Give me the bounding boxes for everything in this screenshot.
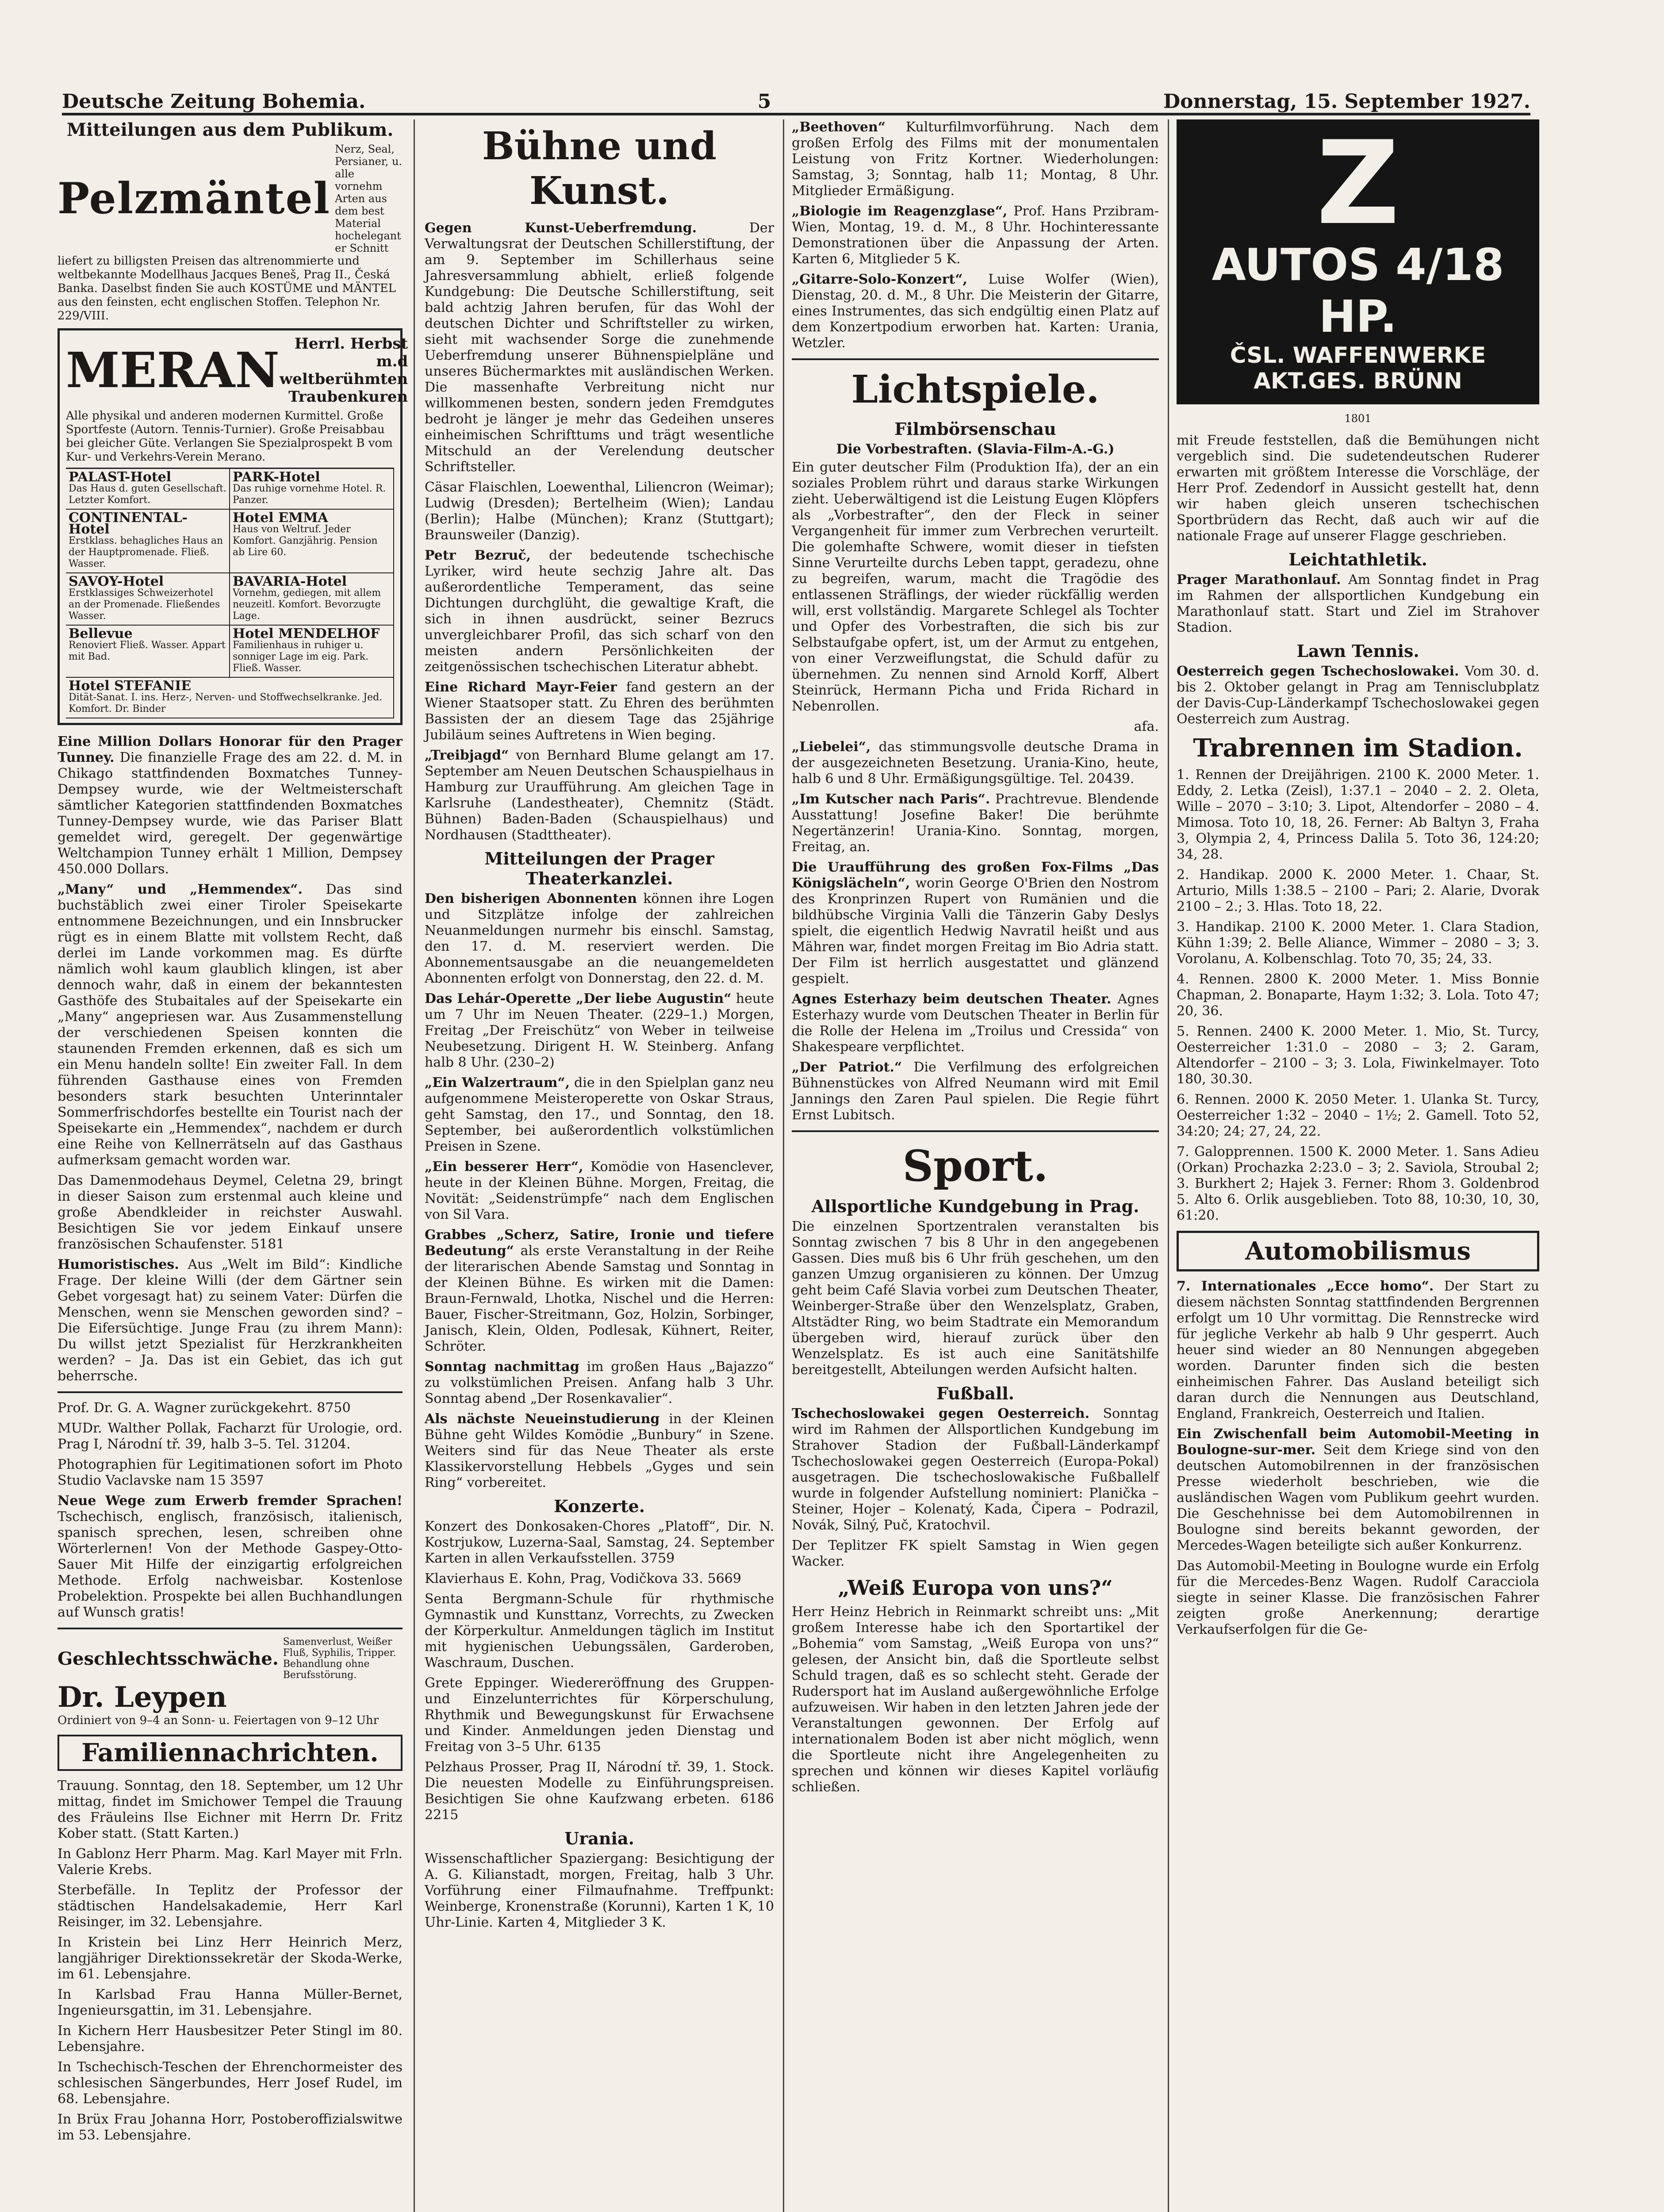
article-paragraph: „Treibjagd“ von Bernhard Blume gelangt am 17. September am Neuen Deutschen Schauspielhaus in Hamburg zur Uraufführung. Am gleichen Tage in Karlsruhe (Landestheater), Chemnitz (Städt. Bühnen) Baden-Baden (Schauspielhaus) und Nordhausen (Stadttheater).	[425, 748, 774, 843]
article-signature: afa.	[1134, 719, 1159, 734]
article-paragraph: Den bisherigen Abonnenten können ihre Logen und Sitzplätze infolge der zahlreichen Neuanmeldungen nurmehr bis einschl. Samstag, den 17. d. M. reserviert werden. Die Abonnementsausgabe an die neuangemeldeten Abonnenten erfolgt von Donnerstag, den 22. d. M.	[425, 891, 774, 986]
subheading: Konzerte.	[554, 1496, 645, 1516]
subheading: Leichtathletik.	[1288, 549, 1427, 569]
article-paragraph: „Biologie im Reagenzglase“, Prof. Hans Przibram-Wien, Montag, 19. d. M., 8 Uhr. Hochinteressante Demonstrationen über die Anpassung der Arten. Karten 6, Mitglieder 5 K.	[792, 204, 1159, 267]
section-title-automobilismus: Automobilismus	[1177, 1231, 1539, 1271]
article-paragraph: Grabbes „Scherz, Satire, Ironie und tiefere Bedeutung“ als erste Veranstaltung in der Reihe der literarischen Abende Samstag und Sonntag in der Kleinen Bühne. Es wirken mit die Damen: Braun-Fernwald, Lhotka, Nischel und die Herren: Bauer, Fischer-Streitmann, Goz, Holzin, Sorbinger, Janisch, Klein, Olden, Podlesak, Kühnert, Reiter, Schröter.	[425, 1227, 774, 1354]
article-paragraph: „Ein Walzertraum“, die in den Spielplan ganz neu aufgenommene Meisteroperette von Oskar Straus, geht Samstag, den 17., und Sonntag, den 18. September, bei außerordentlich volkstümlichen Preisen in Szene.	[425, 1075, 774, 1154]
article-paragraph: „Many“ und „Hemmendex“. Das sind buchstäblich zwei einer Tiroler Speisekarte entnommene Bezeichnungen, und ein Innsbrucker rügt es in einem Blatte mit vollstem Recht, daß derlei im Lande vorkommen mag. Es dürfte nämlich wohl kaum glaublich klingen, ist aber dennoch wahr, daß in einem der bekanntesten Gasthöfe des Stubaitales auf der Speisekarte ein „Many“ angepriesen war. Aus Zusammenstellung der verschiedenen Speisen konnten die staunenden Fremden erkennen, daß es sich um ein Menu handeln sollte! Ein zweiter Fall. In dem führenden Gasthause eines von Fremden besonders stark besuchten Unterinntaler Sommerfrischdorfes bestellte ein Tourist nach der Speisekarte ein „Hemmendex“, nachdem er durch eine Reihe von Kellnerrätseln auf das Gasthaus aufmerksam gemacht worden war.	[58, 882, 403, 1168]
leypen-advert	[58, 1636, 403, 1728]
column-rule	[414, 119, 415, 2212]
article-paragraph: Humoristisches. Aus „Welt im Bild“: Kindliche Frage. Der kleine Willi (der dem Gärtner sein Gebet vorgesagt hat) zu seinem Vater: Dürfen die Menschen, wenn sie Menschen geworden sind? – Die Eifersüchtige. Junge Frau (zu ihrem Mann): Du willst jetzt Spezialist für Herzkrankheiten werden? – Ja. Das ist ein Gebiet, das ich gut beherrsche.	[58, 1257, 403, 1384]
subheading: Mitteilungen der Prager Theaterkanzlei.	[484, 849, 714, 888]
pelz-advert	[58, 143, 403, 323]
advert-number: 1801	[1344, 412, 1372, 425]
article-paragraph: mit Freude feststellen, daß die Bemühungen nicht vergeblich sind. Die sudetendeutschen Ruderer erwarten mit größtem Interesse die Vorschläge, der Herr Prof. Zedendorf in Aussicht gestellt hat, denn wir haben gleich unseren tschechischen Sportbrüdern das Recht, daß auch wir auf die nationale Frage auf unserer Flagge geschrieben.	[1177, 433, 1539, 544]
article-paragraph: „Ein besserer Herr“, Komödie von Hasenclever, heute in der Kleinen Bühne. Morgen, Freitag, die Novität: „Seidenstrümpfe“ nach dem Englischen von Sil Vara.	[425, 1159, 774, 1222]
subheading: Allsportliche Kundgebung in Prag.	[811, 1196, 1139, 1216]
concert-item: Senta Bergmann-Schule für rhythmische Gymnastik und Kunsttanz, Vorrechts, zu Zwecken der Körperkultur. Anmeldungen täglich im Institut mit hygienischen Uebungssälen, Garderoben, Waschraum, Duschen.	[425, 1591, 774, 1671]
notice: Neue Wege zum Erwerb fremder Sprachen! Tschechisch, englisch, französisch, italienisch, spanisch sprechen, lesen, schreiben ohne Wörterlernen! Von der Methode Gaspey-Otto-Sauer Mit Hilfe der einzigartig erfolgreichen Methode. Erfolg nachweisbar. Kostenlose Probelektion. Prospekte bei allen Buchhandlungen auf Wunsch gratis!	[58, 1493, 403, 1620]
concert-item: Klavierhaus E. Kohn, Prag, Vodičkova 33. 5669	[425, 1571, 741, 1586]
leypen-head: Geschlechtsschwäche.	[58, 1648, 279, 1669]
article-paragraph: Die einzelnen Sportzentralen veranstalten bis Sonntag zwischen 7 bis 8 Uhr in den angegebenen Gassen. Dies muß bis 6 Uhr früh geschehen, um den ganzen Umzug organisieren zu können. Der Umzug geht beim Café Slavia vorbei zum Deutschen Theater, Weinberger-Straße über den Wenzelsplatz, Graben, Altstädter Ring, wo beim Stadtrate ein Memorandum übergeben wird, hierauf zurück über den Wenzelsplatz. Es ist auch eine Sanitätshilfe bereitgestellt, Abteilungen werden Aufsicht halten.	[792, 1219, 1159, 1378]
article-paragraph: Eine Million Dollars Honorar für den Prager Tunney. Die finanzielle Frage des am 22. d. M. in Chikago stattfindenden Boxmatches Tunney-Dempsey wurde, wie der Weltmeisterschaft sämtlicher Kategorien stattfindenden Boxmatches Tunney-Dempsey wurde, wie das Pariser Blatt gemeldet wird, geregelt. Der gegenwärtige Weltchampion Tunney erhält 1 Million, Dempsey 450.000 Dollars.	[58, 734, 403, 877]
race-result: 5. Rennen. 2400 K. 2000 Meter. 1. Mio, St. Turcy, Oesterreicher 1:31.0 – 2080 – 3; 2. Garam, Altendorfer – 2100 – 3; 3. Lola, Fiwinkelmayer. Toto 180, 30.30.	[1177, 1024, 1539, 1087]
autos-logo: Z	[1316, 117, 1400, 250]
article-paragraph: Das Lehár-Operette „Der liebe Augustin“ heute um 7 Uhr im Neuen Theater. (229–1.) Morgen, Freitag „Der Freischütz“ von Weber in teilweise Neubesetzung. Dirigent H. W. Steinberg. Anfang halb 8 Uhr. (230–2)	[425, 991, 774, 1070]
page-header	[62, 77, 1530, 115]
section-title-sport: Sport.	[902, 1141, 1048, 1191]
hotel-item: Hotel STEFANIE Dität-Sanat. I. ins. Herz-, Nerven- und Stoffwechselkranke. Jed. Komfort. Dr. Binder	[66, 678, 394, 718]
article-paragraph: Agnes Esterhazy beim deutschen Theater. Agnes Esterhazy wurde vom Deutschen Theater in Berlin für die Rolle der Helena im „Troilus und Cressida“ von Shakespeare verpflichtet.	[792, 991, 1159, 1055]
leypen-side: Samenverlust, Weißer Fluß, Syphilis, Tripper. Behandlung ohne Berufsstörung.	[283, 1636, 396, 1681]
leypen-body: Ordiniert von 9–4 an Sonn- u. Feiertagen von 9–12 Uhr	[58, 1714, 379, 1727]
hotel-item: PARK-Hotel Das ruhige vornehme Hotel. R. Panzer.	[230, 469, 394, 510]
family-item: Sterbefälle. In Teplitz der Professor der städtischen Handelsakademie, Herr Karl Reisinger, im 32. Lebensjahre.	[58, 1882, 403, 1930]
race-result: 1. Rennen der Dreijährigen. 2100 K. 2000 Meter. 1. Eddy, 2. Letka (Zeisl), 1:37.1 – 2040 – 2. 2. Oleta, Wille – 2070 – 3:10; 3. Lipot, Altendorfer – 2080 – 4. Mimosa. Toto 10, 18, 26. Ferner: Ab Baltyn 3, Fraha 3, Olympia 2, 4, Princess Dalila 5. Toto 36, 124:20; 34, 28.	[1177, 767, 1539, 862]
article-paragraph: Gegen Kunst-Ueberfremdung. Der Verwaltungsrat der Deutschen Schillerstiftung, der am 9. September im Schillerhaus seine Jahresversammlung abhielt, erließ folgende Kundgebung: Die Deutsche Schillerstiftung, seit bald achtzig Jahren berufen, für das Wohl der deutschen Dichter und Schriftsteller zu wirken, sieht mit wachsender Sorge die zunehmende Ueberfremdung unserer Bühnenspielpläne und unseres Büchermarktes mit ausländischen Werken. Die massenhafte Verbreitung nicht nur willkommenen besten, sondern jeden Fremdgutes bedroht je länger je mehr das Gedeihen unseres einheimischen Schrifttums und trägt wesentliche Mitschuld an der Verelendung deutscher Schriftsteller.	[425, 220, 774, 475]
section-title-lichtspiele: Lichtspiele.	[851, 367, 1100, 412]
article-paragraph: Das Damenmodehaus Deymel, Celetna 29, bringt in dieser Saison zum erstenmal auch kleine und große Abendkleider in reichster Auswahl. Besichtigen Sie vor jedem Einkauf unsere französischen Schaufenster. 5181	[58, 1173, 403, 1252]
article-paragraph: „Der Patriot.“ Die Verfilmung des erfolgreichen Bühnenstückes von Alfred Neumann wird mit Emil Jannings den Zaren Paul spielen. Die Regie führt Ernst Lubitsch.	[792, 1060, 1159, 1123]
autos-tagline: AUTOS 4/18 HP.	[1212, 239, 1504, 342]
article-paragraph: 7. Internationales „Ecce homo“. Der Start zu diesem nächsten Sonntag stattfindenden Bergrennen erfolgt um 10 Uhr vormittag. Die Rennstrecke wird für jegliche Verkehr ab halb 9 Uhr gesperrt. Auch heuer sind wieder an 80 Nennungen abgegeben worden. Darunter finden sich die besten einheimischen Fahrer. Das Ausland beteiligt sich daran durch die Nennungen aus Deutschland, England, Frankreich, Oesterreich und Italien.	[1177, 1279, 1539, 1421]
hotel-item: Hotel MENDELHOF Familienhaus in ruhiger u. sonniger Lage im eig. Park. Fließ. Wasser.	[230, 626, 394, 678]
hotel-item: PALAST-Hotel Das Haus d. guten Gesellschaft. Letzter Komfort.	[66, 469, 230, 510]
article-paragraph: Oesterreich gegen Tschechoslowakei. Vom 30. d. bis 2. Oktober gelangt in Prag am Tennisclubplatz der Davis-Cup-Länderkampf Tschechoslowakei gegen Oesterreich zum Austrag.	[1177, 664, 1539, 727]
article-paragraph: Die Uraufführung des großen Fox-Films „Das Königslächeln“, worin George O'Brien den Nostrom des Kronprinzen Rupert von Rumänien und die bildhübsche Virginia Valli die Tänzerin Gaby Deslys spielt, die eigentlich Hedwig Navratil heißt und aus Mähren war, findet morgen Freitag im Bio Adria statt. Der Film ist herrlich ausgestattet und glänzend gespielt.	[792, 860, 1159, 987]
leypen-name: Dr. Leypen	[58, 1681, 227, 1714]
race-result: 7. Galopprennen. 1500 K. 2000 Meter. 1. Sans Adieu (Orkan) Prochazka 2:23.0 – 3; 2. Saviola, Stroubal 2; 3. Burkhert 2; Hajek 3. Ferner: Rhom 3. Goldenbrod 5. Alto 6. Orlik ausgeblieben. Toto 88, 10:30, 10, 30, 61:20.	[1177, 1144, 1539, 1223]
subheading: Fußball.	[936, 1383, 1015, 1403]
column-rule	[783, 119, 784, 2212]
pelz-side: Nerz, Seal, Persianer, u. alle vornehm Arten aus dem best Material hochelegant er Schnitt	[335, 143, 403, 254]
article-paragraph: Eine Richard Mayr-Feier fand gestern an der Wiener Staatsoper statt. Zu Ehren des berühmten Bassisten der an diesem Tage das 25jährige Jubiläum seines Auftretens in Wien beging.	[425, 680, 774, 743]
race-result: 6. Rennen. 2000 K. 2050 Meter. 1. Ulanka St. Turcy, Oesterreicher 1:32 – 2040 – 1½; 2. Gamell. Toto 52, 34:20; 24; 27, 24, 22.	[1177, 1092, 1539, 1139]
race-result: 3. Handikap. 2100 K. 2000 Meter. 1. Clara Stadion, Kühn 1:39; 2. Belle Aliance, Wimmer – 2080 – 3; 3. Vorolanu, A. Kolbenschlag. Toto 70, 35; 24, 33.	[1177, 919, 1539, 967]
article-paragraph: Herr Heinz Hebrich in Reinmarkt schreibt uns: „Mit großem Interesse habe ich den Sportartikel der „Bohemia“ vom Samstag, „Weiß Europa von uns?“ gelesen, der Ansicht bin, daß die Sportleute selbst Schuld tragen, daß es so schlecht steht. Gerade der Rudersport hat im Ausland außergewöhnliche Erfolge aufzuweisen. Wir haben in den letzten Jahren jede der Veranstaltungen gewonnen. Der Erfolg auf internationalem Boden ist aber nicht möglich, wenn die Sportleute nicht ihre Angelegenheiten zu sprechen und können wir dieses Kapitel vorläufig schließen.	[792, 1604, 1159, 1795]
subheading: Urania.	[564, 1828, 634, 1848]
autos-advert	[1177, 119, 1539, 404]
article-paragraph: Als nächste Neueinstudierung in der Kleinen Bühne geht Wildes Komödie „Bunbury“ in Szene. Weiters sind für das Neue Theater als erste Klassikervorstellung Hebbels „Gyges und sein Ring“ vorbereitet.	[425, 1411, 774, 1490]
article-paragraph: „Im Kutscher nach Paris“. Prachtrevue. Blendende Ausstattung! Josefine Baker! Die berühmte Negertänzerin! Urania-Kino. Sonntag, morgen, Freitag, an.	[792, 791, 1159, 855]
divider	[58, 1391, 403, 1393]
article-paragraph: Sonntag nachmittag im großen Haus „Bajazzo“ zu volkstümlichen Preisen. Anfang halb 3 Uhr. Sonntag abend „Der Rosenkavalier“.	[425, 1359, 774, 1406]
family-news-title: Familiennachrichten.	[58, 1735, 403, 1771]
subheading: Filmbörsenschau	[894, 419, 1056, 439]
subheading: Die Vorbestraften. (Slavia-Film-A.-G.)	[836, 442, 1115, 457]
column-2	[425, 119, 774, 2212]
section-title-buehne: Bühne und Kunst.	[482, 124, 717, 213]
family-item: Trauung. Sonntag, den 18. September, um 12 Uhr mittag, findet im Smichower Tempel die Trauung des Fräuleins Ilse Eichner mit Herrn Dr. Fritz Kober statt. (Statt Karten.)	[58, 1778, 403, 1841]
hotel-item: Hotel EMMA Haus von Weltruf. Jeder Komfort. Ganzjährig. Pension ab Lire 60.	[230, 510, 394, 573]
concert-item: Grete Eppinger. Wiedereröffnung des Gruppen- und Einzelunterrichtes für Körperschulung, Rhythmik und Bewegungskunst für Erwachsene und Kinder. Anmeldungen jeden Dienstag und Freitag von 3–5 Uhr. 6135	[425, 1675, 774, 1755]
notice: Prof. Dr. G. A. Wagner zurückgekehrt. 8750	[58, 1400, 351, 1416]
column-4	[1177, 119, 1539, 2212]
hotel-item: Bellevue Renoviert Fließ. Wasser. Appart mit Bad.	[66, 626, 230, 678]
concert-item: Pelzhaus Prosser, Prag II, Národní tř. 39, 1. Stock. Die neuesten Modelle zu Einführungspreisen. Besichtigen Sie ohne Kaufzwang erbeten. 6186 2215	[425, 1759, 774, 1823]
pelz-title: Pelzmäntel	[58, 173, 331, 223]
hotel-list	[66, 468, 394, 718]
autos-maker: AKT.GES. BRÜNN	[1254, 368, 1462, 394]
family-item: In Kichern Herr Hausbesitzer Peter Stingl im 80. Lebensjahre.	[58, 2023, 403, 2055]
subheading: Trabrennen im Stadion.	[1193, 733, 1523, 763]
subheading: Lawn Tennis.	[1296, 641, 1419, 661]
subheading: „Weiß Europa von uns?“	[838, 1576, 1113, 1600]
meran-side: Herrl. Herbst m.d weltberühmten Traubenkuren	[279, 335, 408, 406]
race-result: 4. Rennen. 2800 K. 2000 Meter. 1. Miss Bonnie Chapman, 2. Bonaparte, Haym 1:32; 3. Lola. Toto 47; 20, 36.	[1177, 972, 1539, 1019]
section-heading: Mitteilungen aus dem Publikum.	[66, 119, 394, 140]
divider	[792, 1130, 1159, 1132]
hotel-item: BAVARIA-Hotel Vornehm, gediegen, mit allem neuzeitl. Komfort. Bevorzugte Lage.	[230, 573, 394, 626]
article-paragraph: Petr Bezruč, der bedeutende tschechische Lyriker, wird heute sechzig Jahre alt. Das außerordentliche Temperament, das seine Dichtungen durchglüht, die gewaltige Kraft, die sich in ihnen ausdrückt, seiner Bezrucs unvergleichbarer Profil, das sich scharf von den meisten andern Persönlichkeiten der zeitgenössischen tschechischen Literatur abhebt.	[425, 548, 774, 675]
autos-maker: ČSL. WAFFENWERKE	[1230, 342, 1486, 368]
header-page-number: 5	[757, 90, 771, 113]
header-paper-name: Deutsche Zeitung Bohemia.	[62, 90, 366, 113]
article-paragraph: Das Automobil-Meeting in Boulogne wurde ein Erfolg für die Mercedes-Benz Wagen. Rudolf Caracciola siegte in seiner Klasse. Die französischen Fahrer zeigten große Anerkennung; derartige Verkaufserfolgen für die Ge-	[1177, 1558, 1539, 1637]
notice: Photographien für Legitimationen sofort im Photo Studio Vaclavske nam 15 3597	[58, 1457, 403, 1488]
notice: MUDr. Walther Pollak, Facharzt für Urologie, ord. Prag I, Národní tř. 39, halb 3–5. Tel. 31204.	[58, 1421, 403, 1452]
meran-advert	[58, 328, 408, 725]
divider	[792, 358, 1159, 360]
hotel-item: CONTINENTAL-Hotel Erstklass. behagliches Haus an der Hauptpromenade. Fließ. Wasser.	[66, 510, 230, 573]
urania-item: Wissenschaftlicher Spaziergang: Besichtigung der A. G. Kilianstadt, morgen, Freitag, halb 3 Uhr. Vorführung einer Filmaufnahme. Treffpunkt: Weinberge, Kronenstraße (Korunni), Karten 1 K, 10 Uhr-Linie. Karten 4, Mitglieder 3 K.	[425, 1851, 774, 1930]
column-3	[792, 119, 1159, 2212]
concert-item: Konzert des Donkosaken-Chores „Platoff“, Dir. N. Kostrjukow, Luzerna-Saal, Samstag, 24. September Karten in allen Verkaufsstellen. 3759	[425, 1519, 774, 1566]
article-paragraph: „Beethoven“ Kulturfilmvorführung. Nach dem großen Erfolg des Films mit der monumentalen Leistung von Fritz Kortner. Wiederholungen: Samstag, 3; Sonntag, halb 11; Montag, 8 Uhr. Mitglieder Ermäßigung.	[792, 119, 1159, 199]
family-item: In Tschechisch-Teschen der Ehrenchormeister des schlesischen Sängerbundes, Herr Josef Rudel, im 68. Lebensjahre.	[58, 2059, 403, 2107]
article-paragraph: Der Teplitzer FK spielt Samstag in Wien gegen Wacker.	[792, 1538, 1159, 1569]
family-item: In Kristein bei Linz Herr Heinrich Merz, langjähriger Direktionssekretär der Skoda-Werke, im 61. Lebensjahre.	[58, 1935, 403, 1982]
article-paragraph: „Liebelei“, das stimmungsvolle deutsche Drama in der ausgezeichneten Besetzung. Urania-Kino, heute, halb 6 und 8 Uhr. Ermäßigungsgültige. Tel. 20439.	[792, 739, 1159, 787]
family-item: In Brüx Frau Johanna Horr, Postoberoffizialswitwe im 53. Lebensjahre.	[58, 2112, 403, 2143]
article-paragraph: „Gitarre-Solo-Konzert“, Luise Wolfer (Wien), Dienstag, 20. d. M., 8 Uhr. Die Meisterin der Gitarre, eines Instrumentes, das sich endgültig einen Platz auf dem Konzertpodium erworben hat. Karten: Urania, Wetzler.	[792, 272, 1159, 351]
family-item: In Karlsbad Frau Hanna Müller-Bernet, Ingenieursgattin, im 31. Lebensjahre.	[58, 1987, 403, 2018]
column-1	[58, 119, 408, 2212]
header-date: Donnerstag, 15. September 1927.	[1163, 90, 1530, 113]
hotel-item: SAVOY-Hotel Erstklassiges Schweizerhotel an der Promenade. Fließendes Wasser.	[66, 573, 230, 626]
article-paragraph: Ein guter deutscher Film (Produktion Ifa), der an ein soziales Problem rührt und daraus starke Wirkungen zieht. Ueberwältigend ist die Leistung Eugen Klöpfers als „Vorbestrafter“, den der Fleck in seiner Vergangenheit für immer zum Verbrechen verurteilt. Die golemhafte Schwere, womit dieser in tiefsten Sinne Verurteilte durchs Leben tappt, geradezu, ohne zu begreifen, warum, macht die Tragödie des entlassenen Sträflings, der wieder rückfällig werden will, erst vollständig. Margarete Schlegel als Tochter und Opfer des Vorbestraften, die sich bis zur Selbstaufgabe opfert, ist, um der Armut zu entgehen, von einer Verzweiflungstat, die Schuld dafür zu übernehmen. Zu nennen sind Arnold Korff, Albert Steinrück, Hermann Picha und Frida Richard in Nebenrollen.	[792, 460, 1159, 714]
pelz-body: liefert zu billigsten Preisen das altrenommierte und weltbekannte Modellhaus Jacques Beneš, Prag II., Česká Banka. Daselbst finden Sie auch KOSTÜME und MÄNTEL aus den feinsten, echt englischen Stoffen. Telephon Nr. 229/VIII.	[58, 254, 396, 323]
article-paragraph: Tschechoslowakei gegen Oesterreich. Sonntag wird im Rahmen der Allsportlichen Kundgebung im Strahover Stadion der Fußball-Länderkampf Tschechoslowakei gegen Oesterreich (Europa-Pokal) ausgetragen. Die tschechoslowakische Fußballelf wurde in folgender Aufstellung nominiert: Planička – Steiner, Hojer – Kolenatý, Kada, Čipera – Podrazil, Novák, Silný, Puč, Kratochvil.	[792, 1406, 1159, 1533]
meran-body: Alle physikal und anderen modernen Kurmittel. Große Sportfeste (Autorn. Tennis-Turnier). Große Preisabbau bei gleicher Güte. Verlangen Sie Spezialprospekt B vom Kur- und Verkehrs-Verein Merano.	[66, 409, 393, 464]
race-result: 2. Handikap. 2000 K. 2000 Meter. 1. Chaar, St. Arturio, Mills 1:38.5 – 2100 – Pari; 2. Alarie, Dvorak 2100 – 2.; 3. Hlas. Toto 18, 22.	[1177, 867, 1539, 914]
column-rule	[1168, 119, 1169, 2212]
article-paragraph: Prager Marathonlauf. Am Sonntag findet in Prag im Rahmen der allsportlichen Kundgebung ein Marathonlauf statt. Start und Ziel im Strahover Stadion.	[1177, 572, 1539, 635]
article-paragraph: Cäsar Flaischlen, Loewenthal, Liliencron (Weimar); Ludwig (Dresden); Bertelheim (Wien); Landau (Berlin); Halbe (München); Kranz (Stuttgart); Braunsweiler (Danzig).	[425, 480, 774, 543]
family-item: In Gablonz Herr Pharm. Mag. Karl Mayer mit Frln. Valerie Krebs.	[58, 1846, 403, 1878]
divider	[58, 1628, 403, 1629]
meran-title: MERAN	[66, 342, 280, 399]
article-paragraph: Ein Zwischenfall beim Automobil-Meeting in Boulogne-sur-mer. Seit dem Kriege sind von den deutschen Automobilrennen in der französischen Presse wiederholt beschrieben, wie die ausländischen Wagen vom Publikum geehrt wurden. Die Geschehnisse bei dem Automobilrennen in Boulogne sind bereits bekannt geworden, der Mercedes-Wagen beteiligte sich außer Konkurrenz.	[1177, 1426, 1539, 1553]
